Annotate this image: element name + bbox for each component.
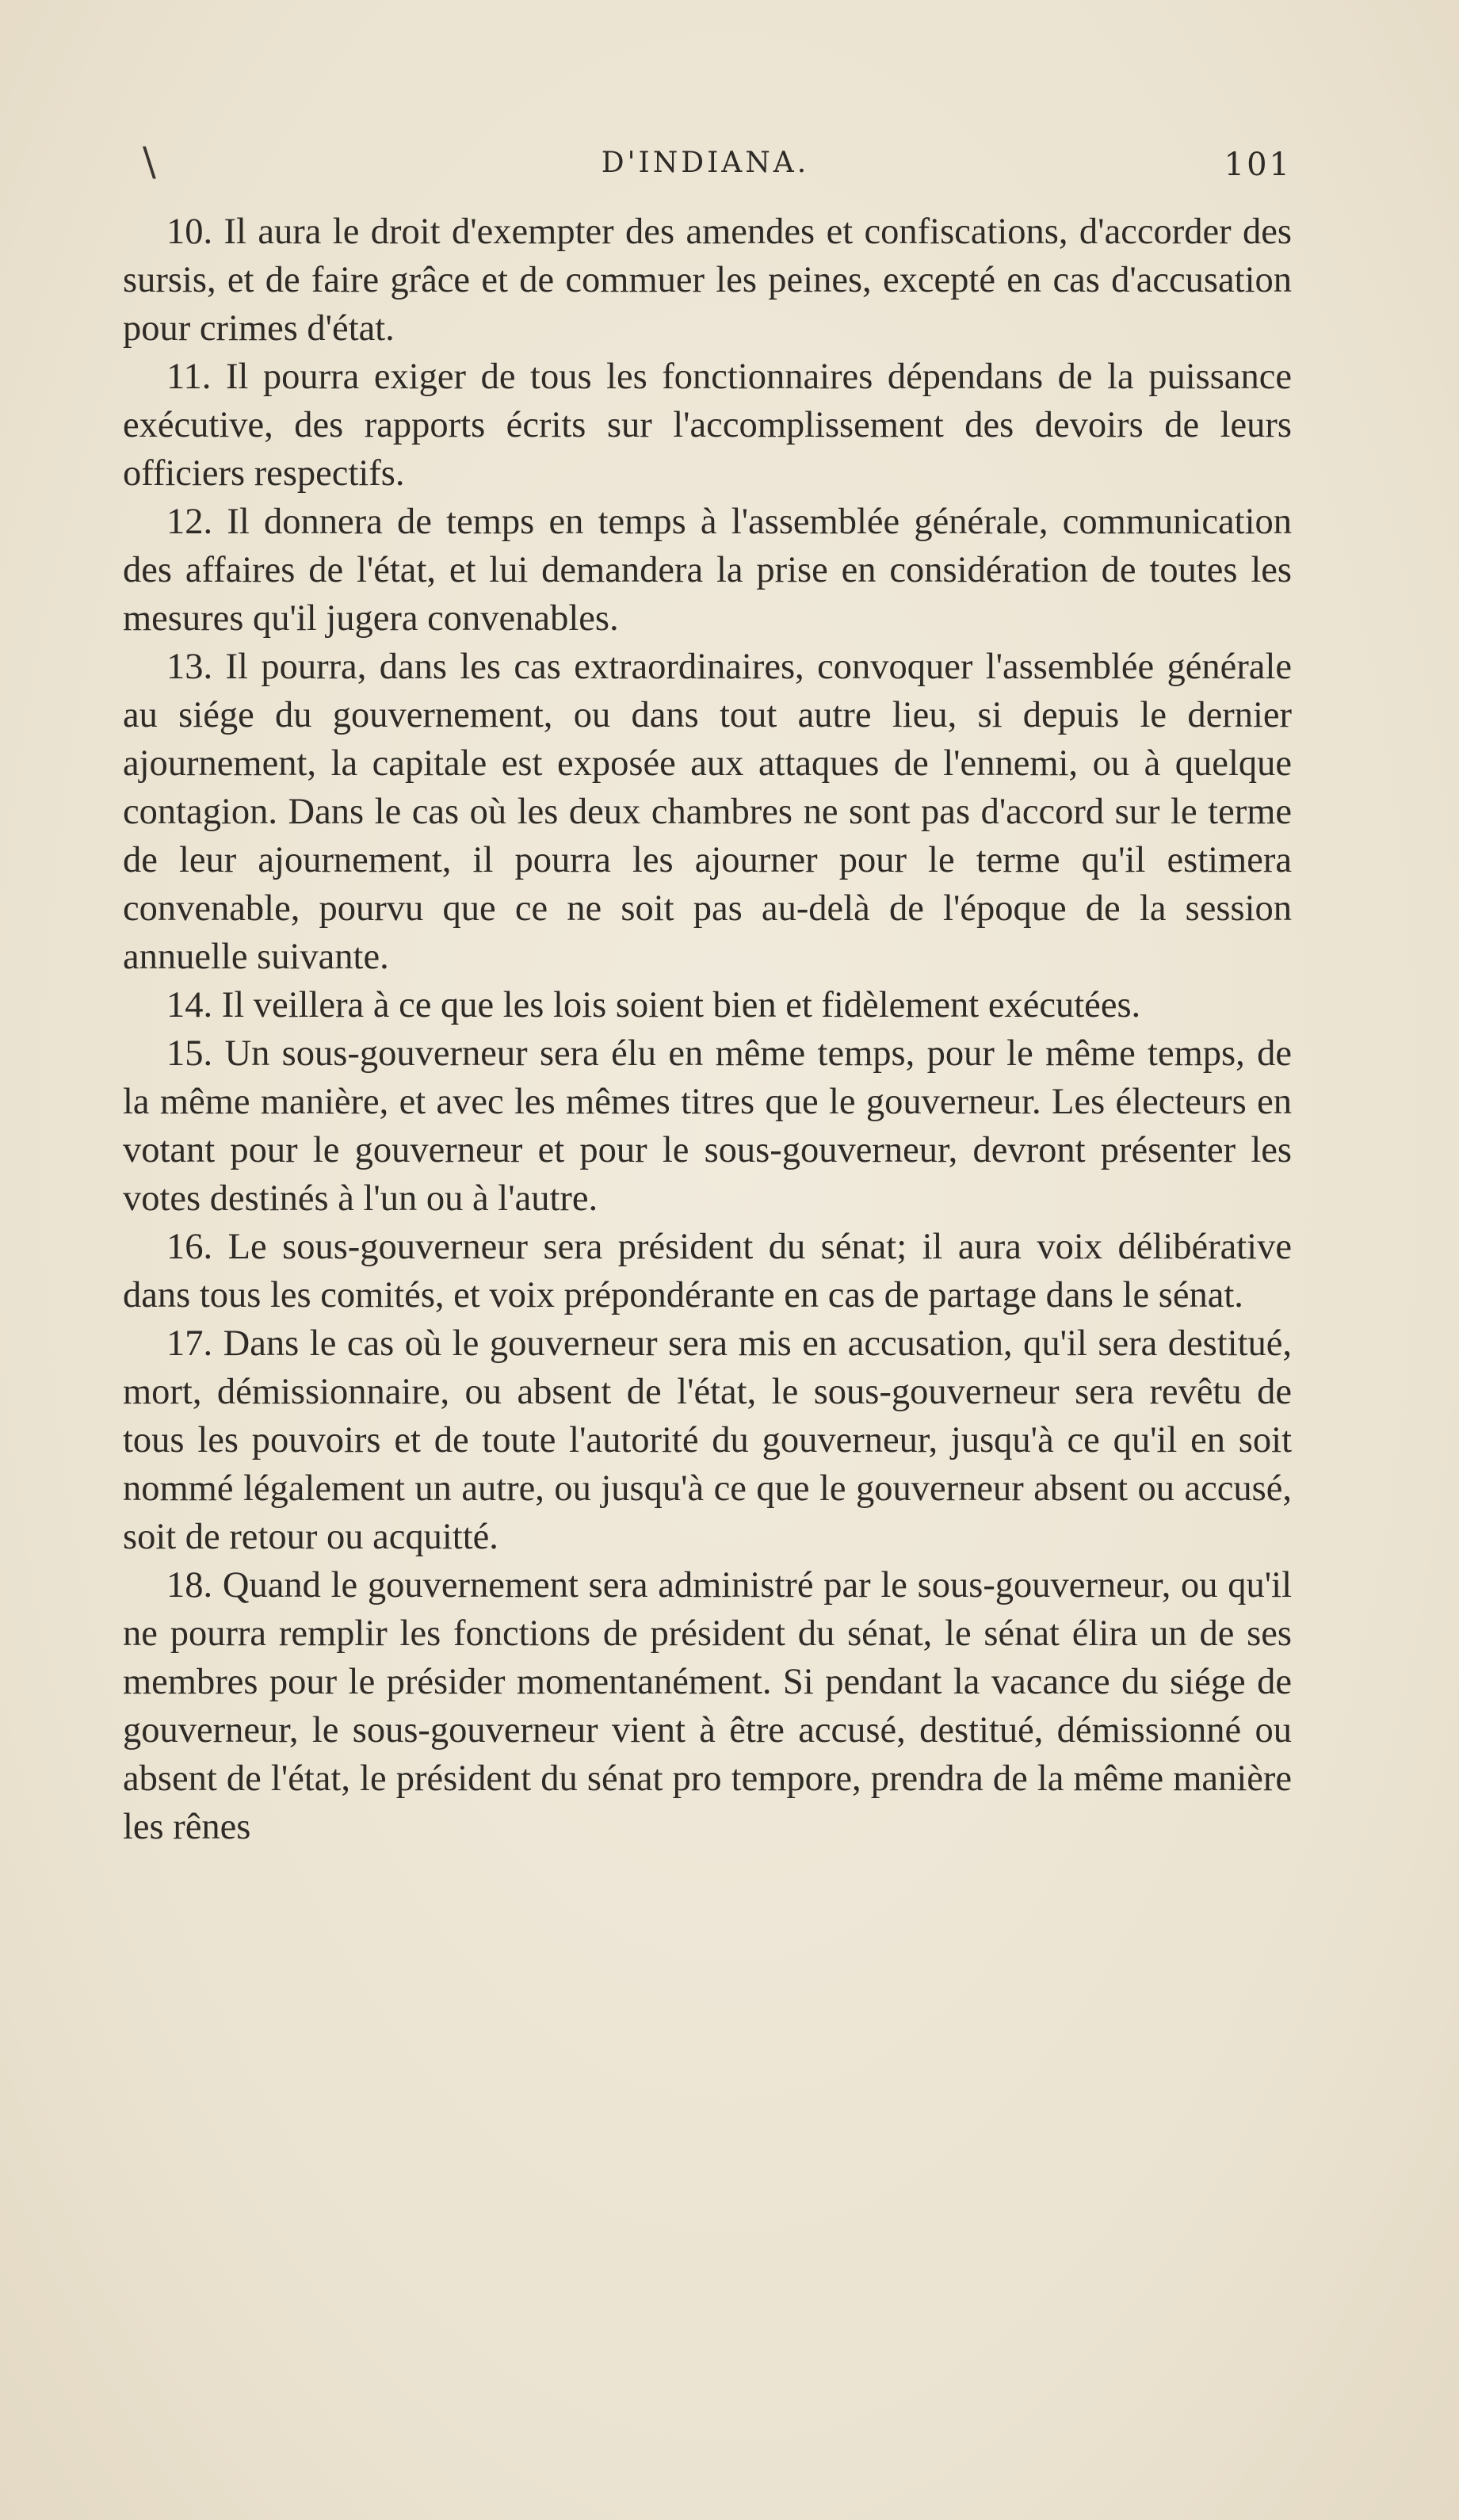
- running-head: [119, 139, 1292, 194]
- article-number: 10.: [166, 212, 213, 252]
- article-18: [123, 1561, 1292, 1851]
- article-number: 11.: [166, 357, 212, 397]
- article-12: [123, 498, 1292, 643]
- article-text: Il pourra, dans les cas extraordinaires, convoquer l'assemblée générale au siége du gouvernement, ou dans tout autre lieu, si depuis le dernier ajournement, la capitale est exposée aux attaques de l'ennemi, ou à quelque contagion. Dans le cas où les deux chambres ne sont pas d'accord sur le terme de leur ajournement, il pourra les ajourner pour le terme qu'il estimera convenable, pourvu que ce ne soit pas au-delà de l'époque de la session annuelle suivante.: [123, 647, 1292, 977]
- article-11: [123, 353, 1292, 498]
- article-text: Un sous-gouverneur sera élu en même temps, pour le même temps, de la même manière, et avec les mêmes titres que le gouverneur. Les électeurs en votant pour le gouverneur et pour le sous-gouverneur, devront présenter les votes destinés à l'un ou à l'autre.: [123, 1033, 1293, 1219]
- article-text: Il pourra exiger de tous les fonctionnaires dépendans de la puissance exécutive, des rapports écrits sur l'accomplissement des devoirs de leurs officiers respectifs.: [123, 357, 1293, 494]
- article-14: [123, 981, 1292, 1029]
- article-text: Il donnera de temps en temps à l'assemblée générale, communication des affaires de l'état, et lui demandera la prise en considération de toutes les mesures qu'il jugera convenables.: [123, 502, 1293, 639]
- article-number: 13.: [166, 647, 213, 687]
- article-number: 18.: [166, 1565, 213, 1606]
- article-text: Quand le gouvernement sera administré par le sous-gouverneur, ou qu'il ne pourra remplir les fonctions de président du sénat, le sénat élira un de ses membres pour le présider momentanément. Si pendant la vacance du siége de gouverneur, le sous-gouverneur vient à être accusé, destitué, démissionné ou absent de l'état, le président du sénat pro tempore, prendra de la même manière les rênes: [123, 1565, 1293, 1847]
- article-text: Le sous-gouverneur sera président du sénat; il aura voix délibérative dans tous les comités, et voix prépondérante en cas de partage dans le sénat.: [123, 1227, 1292, 1315]
- article-text: Il veillera à ce que les lois soient bien et fidèlement exécutées.: [221, 985, 1141, 1025]
- article-15: [123, 1029, 1292, 1223]
- article-number: 14.: [166, 985, 213, 1025]
- article-16: [123, 1223, 1292, 1319]
- article-text: Il aura le droit d'exempter des amendes et confiscations, d'accorder des sursis, et de faire grâce et de commuer les peines, excepté en cas d'accusation pour crimes d'état.: [123, 212, 1292, 349]
- body-text: [123, 208, 1292, 1851]
- article-10: [123, 208, 1292, 353]
- article-13: [123, 643, 1292, 981]
- article-number: 16.: [166, 1227, 213, 1267]
- article-17: [123, 1319, 1292, 1561]
- margin-mark: \: [143, 139, 156, 185]
- article-text: Dans le cas où le gouverneur sera mis en accusation, qu'il sera destitué, mort, démissionnaire, ou absent de l'état, le sous-gouverneur sera revêtu de tous les pouvoirs et de toute l'autorité du gouverneur, jusqu'à ce qu'il en soit nommé légalement un autre, ou jusqu'à ce que le gouverneur absent ou accusé, soit de retour ou acquitté.: [123, 1323, 1293, 1557]
- article-number: 15.: [166, 1033, 213, 1074]
- running-head-title: D'INDIANA.: [601, 147, 810, 179]
- article-number: 17.: [166, 1323, 213, 1364]
- article-number: 12.: [166, 502, 213, 542]
- page-number: 101: [1224, 147, 1292, 183]
